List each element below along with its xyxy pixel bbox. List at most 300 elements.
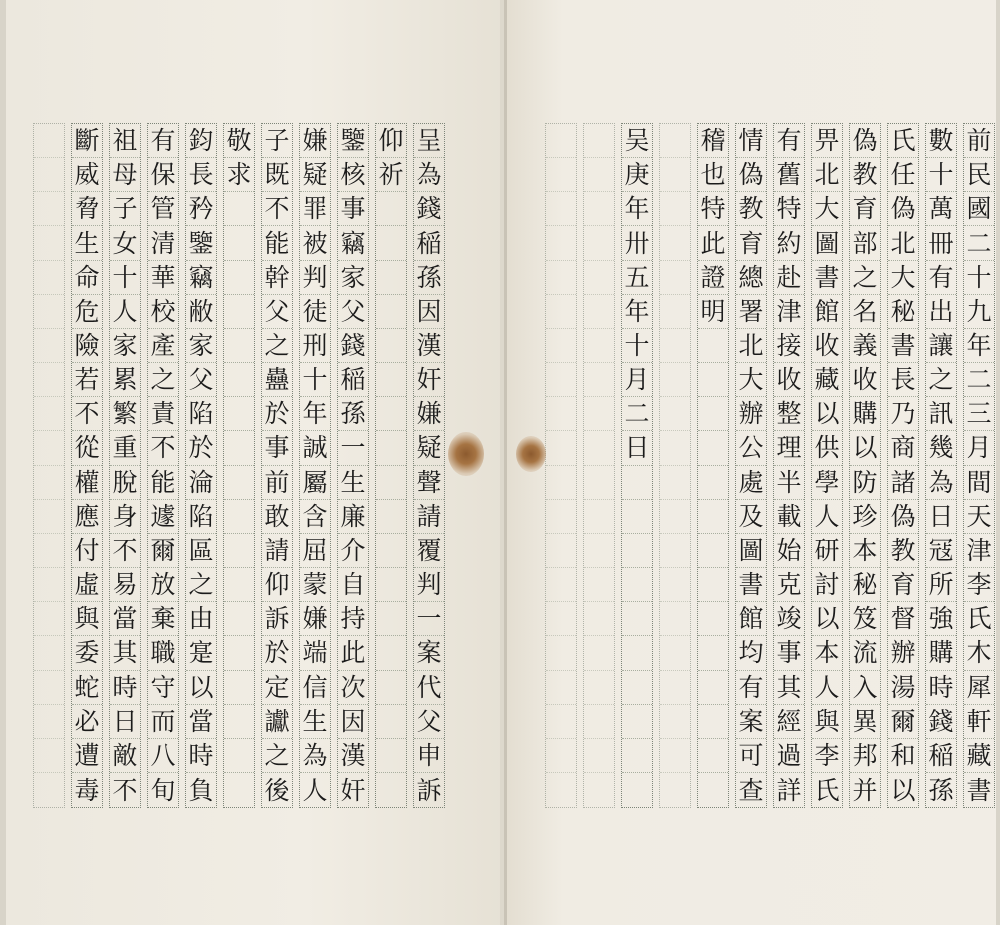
text-cell	[34, 431, 64, 465]
text-cell: 家	[186, 329, 216, 363]
text-cell: 遽	[148, 500, 178, 534]
text-cell: 求	[224, 158, 254, 192]
text-cell: 案	[736, 705, 766, 739]
text-cell: 疑	[414, 431, 444, 465]
text-cell: 民	[964, 158, 994, 192]
text-cell: 九	[964, 295, 994, 329]
text-cell	[376, 568, 406, 602]
text-cell: 竣	[774, 602, 804, 636]
text-cell: 公	[736, 431, 766, 465]
text-cell: 笈	[850, 602, 880, 636]
text-cell: 諸	[888, 466, 918, 500]
text-cell: 嫌	[300, 602, 330, 636]
text-cell: 錢	[414, 192, 444, 226]
text-cell: 人	[110, 295, 140, 329]
text-cell	[34, 329, 64, 363]
text-cell: 珍	[850, 500, 880, 534]
text-cell: 子	[110, 192, 140, 226]
text-cell	[584, 739, 614, 773]
text-cell	[546, 602, 576, 636]
text-cell	[34, 671, 64, 705]
text-cell	[698, 739, 728, 773]
text-cell: 不	[262, 192, 292, 226]
text-cell: 請	[262, 534, 292, 568]
text-cell: 書	[812, 261, 842, 295]
text-cell	[584, 466, 614, 500]
text-cell	[546, 363, 576, 397]
text-cell: 與	[72, 602, 102, 636]
text-cell: 毒	[74, 775, 100, 805]
text-cell: 督	[888, 602, 918, 636]
text-cell: 育	[850, 192, 880, 226]
text-cell: 命	[72, 261, 102, 295]
text-cell	[546, 261, 576, 295]
text-cell: 孫	[414, 261, 444, 295]
text-cell	[698, 500, 728, 534]
text-cell: 易	[110, 568, 140, 602]
text-cell	[546, 158, 576, 192]
text-cell: 稲	[414, 226, 444, 260]
text-cell: 間	[964, 466, 994, 500]
text-cell: 父	[338, 295, 368, 329]
text-cell: 棄	[148, 602, 178, 636]
text-cell: 誠	[300, 431, 330, 465]
text-cell: 鑒	[186, 226, 216, 260]
text-cell: 訊	[926, 397, 956, 431]
text-cell: 冊	[926, 226, 956, 260]
text-cell	[34, 773, 64, 807]
text-cell: 於	[262, 636, 292, 670]
left_page-column	[299, 123, 331, 808]
text-cell: 仰	[262, 568, 292, 602]
text-cell: 可	[736, 739, 766, 773]
text-cell: 重	[110, 431, 140, 465]
text-cell: 十	[300, 363, 330, 397]
text-cell: 異	[850, 705, 880, 739]
text-cell: 二	[964, 226, 994, 260]
text-cell: 藏	[964, 739, 994, 773]
text-cell	[546, 192, 576, 226]
text-cell: 書	[736, 568, 766, 602]
text-cell: 李	[812, 739, 842, 773]
text-cell: 威	[72, 158, 102, 192]
text-cell: 幹	[262, 261, 292, 295]
text-cell: 遭	[72, 739, 102, 773]
text-cell: 冦	[926, 534, 956, 568]
text-cell	[376, 363, 406, 397]
text-cell	[376, 773, 406, 807]
text-cell	[224, 773, 254, 807]
text-cell: 判	[300, 261, 330, 295]
text-cell	[622, 500, 652, 534]
text-cell	[34, 705, 64, 739]
text-cell: 吴	[622, 124, 652, 158]
text-cell	[546, 773, 576, 807]
text-cell: 和	[888, 739, 918, 773]
text-cell	[698, 534, 728, 568]
text-cell: 教	[736, 192, 766, 226]
text-cell: 申	[414, 739, 444, 773]
text-cell: 特	[774, 192, 804, 226]
text-cell: 責	[148, 397, 178, 431]
text-cell: 之	[926, 363, 956, 397]
text-cell: 徒	[300, 295, 330, 329]
text-cell: 信	[300, 671, 330, 705]
text-cell: 鈞	[186, 124, 216, 158]
text-cell	[660, 568, 690, 602]
text-cell	[660, 124, 690, 158]
text-cell: 疑	[300, 158, 330, 192]
text-cell: 均	[736, 636, 766, 670]
text-cell: 因	[414, 295, 444, 329]
text-cell: 流	[850, 636, 880, 670]
text-cell	[546, 568, 576, 602]
text-cell: 鑒	[338, 124, 368, 158]
text-cell	[622, 739, 652, 773]
text-cell	[376, 671, 406, 705]
text-cell: 特	[698, 192, 728, 226]
text-cell	[34, 636, 64, 670]
text-cell	[376, 739, 406, 773]
right_page-column	[773, 123, 805, 808]
text-cell: 被	[300, 226, 330, 260]
text-cell: 館	[812, 295, 842, 329]
text-cell: 錢	[926, 705, 956, 739]
text-cell: 辦	[888, 636, 918, 670]
right-manuscript-grid	[545, 123, 1000, 808]
text-cell: 接	[774, 329, 804, 363]
text-cell: 寔	[186, 636, 216, 670]
text-cell	[660, 500, 690, 534]
text-cell	[622, 773, 652, 807]
text-cell	[622, 466, 652, 500]
text-cell	[376, 602, 406, 636]
text-cell	[584, 158, 614, 192]
text-cell: 庚	[622, 158, 652, 192]
text-cell	[224, 466, 254, 500]
text-cell: 呈	[414, 124, 444, 158]
text-cell: 二	[964, 363, 994, 397]
text-cell	[660, 363, 690, 397]
text-cell: 日	[622, 431, 652, 465]
text-cell: 陷	[186, 397, 216, 431]
text-cell: 奸	[414, 363, 444, 397]
text-cell: 及	[736, 500, 766, 534]
text-cell	[376, 295, 406, 329]
text-cell: 刑	[300, 329, 330, 363]
text-cell: 生	[338, 466, 368, 500]
left-stain-mark	[448, 432, 484, 476]
text-cell	[34, 568, 64, 602]
text-cell: 為	[300, 739, 330, 773]
text-cell: 月	[622, 363, 652, 397]
text-cell: 端	[300, 636, 330, 670]
text-cell: 脫	[110, 466, 140, 500]
right-page-gutter-shadow	[504, 0, 507, 925]
text-cell	[376, 466, 406, 500]
text-cell: 北	[736, 329, 766, 363]
text-cell	[224, 534, 254, 568]
text-cell: 蒙	[300, 568, 330, 602]
text-cell: 木	[964, 636, 994, 670]
text-cell	[660, 158, 690, 192]
text-cell: 定	[262, 671, 292, 705]
text-cell: 不	[72, 397, 102, 431]
text-cell	[376, 261, 406, 295]
right_page-column	[583, 123, 615, 808]
text-cell: 偽	[736, 158, 766, 192]
text-cell: 討	[812, 568, 842, 602]
left_page-column	[375, 123, 407, 808]
text-cell	[224, 739, 254, 773]
text-cell: 為	[926, 466, 956, 500]
text-cell: 為	[414, 158, 444, 192]
right_page-column	[545, 123, 577, 808]
text-cell: 讞	[262, 705, 292, 739]
text-cell: 十	[926, 158, 956, 192]
text-cell	[660, 671, 690, 705]
text-cell: 大	[812, 192, 842, 226]
text-cell: 家	[338, 261, 368, 295]
left_page-column	[109, 123, 141, 808]
text-cell	[224, 568, 254, 602]
text-cell	[584, 534, 614, 568]
text-cell: 本	[850, 534, 880, 568]
text-cell: 舊	[774, 158, 804, 192]
text-cell: 總	[736, 261, 766, 295]
text-cell: 委	[72, 636, 102, 670]
text-cell	[546, 226, 576, 260]
right_page-column	[887, 123, 919, 808]
text-cell: 任	[888, 158, 918, 192]
text-cell	[224, 397, 254, 431]
text-cell: 克	[774, 568, 804, 602]
text-cell: 覆	[414, 534, 444, 568]
text-cell	[698, 671, 728, 705]
text-cell: 事	[774, 636, 804, 670]
text-cell	[660, 431, 690, 465]
text-cell: 產	[148, 329, 178, 363]
right-page	[504, 0, 996, 925]
text-cell	[698, 568, 728, 602]
text-cell	[698, 466, 728, 500]
text-cell: 應	[72, 500, 102, 534]
text-cell: 購	[926, 636, 956, 670]
text-cell	[224, 261, 254, 295]
text-cell	[34, 397, 64, 431]
text-cell: 當	[110, 602, 140, 636]
text-cell	[584, 397, 614, 431]
text-cell: 嫌	[414, 397, 444, 431]
text-cell: 幾	[926, 431, 956, 465]
text-cell: 署	[736, 295, 766, 329]
text-cell: 購	[850, 397, 880, 431]
text-cell: 入	[850, 671, 880, 705]
text-cell	[546, 329, 576, 363]
text-cell: 家	[110, 329, 140, 363]
text-cell: 之	[148, 363, 178, 397]
text-cell: 十	[110, 261, 140, 295]
text-cell: 核	[338, 158, 368, 192]
text-cell: 父	[262, 295, 292, 329]
text-cell	[622, 534, 652, 568]
text-cell	[34, 124, 64, 158]
text-cell	[546, 739, 576, 773]
text-cell: 人	[302, 775, 328, 805]
text-cell: 罪	[300, 192, 330, 226]
text-cell: 險	[72, 329, 102, 363]
text-cell: 以	[186, 671, 216, 705]
text-cell	[698, 431, 728, 465]
text-cell: 育	[736, 226, 766, 260]
text-cell: 屬	[300, 466, 330, 500]
text-cell: 奸	[340, 775, 366, 805]
text-cell	[34, 500, 64, 534]
text-cell: 偽	[888, 192, 918, 226]
text-cell: 之	[262, 739, 292, 773]
text-cell: 辦	[736, 397, 766, 431]
text-cell	[546, 636, 576, 670]
text-cell: 女	[110, 226, 140, 260]
text-cell: 秘	[888, 295, 918, 329]
text-cell: 月	[964, 431, 994, 465]
text-cell	[622, 636, 652, 670]
text-cell: 畀	[812, 124, 842, 158]
text-cell: 強	[926, 602, 956, 636]
text-cell: 旬	[150, 775, 176, 805]
text-cell	[660, 636, 690, 670]
text-cell: 嫌	[300, 124, 330, 158]
text-cell: 并	[852, 775, 878, 805]
text-cell	[376, 534, 406, 568]
text-cell: 累	[110, 363, 140, 397]
text-cell: 敢	[262, 500, 292, 534]
text-cell: 之	[262, 329, 292, 363]
text-cell: 三	[964, 397, 994, 431]
text-cell: 清	[148, 226, 178, 260]
text-cell: 於	[186, 431, 216, 465]
text-cell: 出	[926, 295, 956, 329]
text-cell: 十	[964, 261, 994, 295]
text-cell	[224, 295, 254, 329]
text-cell: 此	[338, 636, 368, 670]
text-cell: 淪	[186, 466, 216, 500]
text-cell: 時	[186, 739, 216, 773]
text-cell	[546, 671, 576, 705]
right_page-column	[735, 123, 767, 808]
text-cell	[34, 534, 64, 568]
text-cell: 於	[262, 397, 292, 431]
text-cell: 能	[148, 466, 178, 500]
text-cell	[698, 397, 728, 431]
text-cell: 必	[72, 705, 102, 739]
text-cell	[698, 363, 728, 397]
text-cell	[376, 192, 406, 226]
text-cell: 孫	[928, 775, 954, 805]
text-cell: 繁	[110, 397, 140, 431]
text-cell: 數	[926, 124, 956, 158]
text-cell: 母	[110, 158, 140, 192]
text-cell: 之	[850, 261, 880, 295]
text-cell: 有	[774, 124, 804, 158]
text-cell	[376, 500, 406, 534]
text-cell: 職	[148, 636, 178, 670]
text-cell: 此	[698, 226, 728, 260]
text-cell: 書	[966, 775, 992, 805]
text-cell: 大	[736, 363, 766, 397]
text-cell: 犀	[964, 671, 994, 705]
text-cell	[546, 500, 576, 534]
text-cell: 權	[72, 466, 102, 500]
text-cell	[584, 124, 614, 158]
text-cell: 長	[888, 363, 918, 397]
text-cell: 介	[338, 534, 368, 568]
text-cell	[224, 636, 254, 670]
text-cell	[34, 602, 64, 636]
text-cell	[698, 705, 728, 739]
text-cell	[34, 739, 64, 773]
text-cell	[660, 295, 690, 329]
text-cell	[660, 226, 690, 260]
text-cell	[660, 705, 690, 739]
text-cell: 理	[774, 431, 804, 465]
text-cell	[34, 192, 64, 226]
text-cell: 稲	[338, 363, 368, 397]
text-cell: 虛	[72, 568, 102, 602]
text-cell: 屈	[300, 534, 330, 568]
left_page-column	[71, 123, 103, 808]
text-cell: 生	[300, 705, 330, 739]
text-cell	[698, 329, 728, 363]
text-cell: 後	[264, 775, 290, 805]
text-cell: 敵	[110, 739, 140, 773]
text-cell: 案	[414, 636, 444, 670]
text-cell: 所	[926, 568, 956, 602]
text-cell: 乃	[888, 397, 918, 431]
text-cell: 之	[186, 568, 216, 602]
text-cell: 國	[964, 192, 994, 226]
text-cell: 商	[888, 431, 918, 465]
left-manuscript-grid	[33, 123, 451, 808]
text-cell	[584, 431, 614, 465]
text-cell: 孫	[338, 397, 368, 431]
text-cell	[584, 636, 614, 670]
text-cell: 放	[148, 568, 178, 602]
text-cell	[584, 671, 614, 705]
right_page-column	[849, 123, 881, 808]
text-cell	[622, 705, 652, 739]
text-cell	[34, 158, 64, 192]
text-cell: 赴	[774, 261, 804, 295]
text-cell: 與	[812, 705, 842, 739]
text-cell	[660, 466, 690, 500]
text-cell: 有	[736, 671, 766, 705]
text-cell: 日	[926, 500, 956, 534]
text-cell: 脅	[72, 192, 102, 226]
text-cell: 育	[888, 568, 918, 602]
left_page-column	[337, 123, 369, 808]
text-cell: 訴	[416, 775, 442, 805]
text-cell: 二	[622, 397, 652, 431]
text-cell: 年	[300, 397, 330, 431]
right_page-column	[963, 123, 995, 808]
text-cell: 萬	[926, 192, 956, 226]
text-cell	[698, 636, 728, 670]
text-cell: 整	[774, 397, 804, 431]
right_page-column	[621, 123, 653, 808]
text-cell: 從	[72, 431, 102, 465]
text-cell: 廉	[338, 500, 368, 534]
